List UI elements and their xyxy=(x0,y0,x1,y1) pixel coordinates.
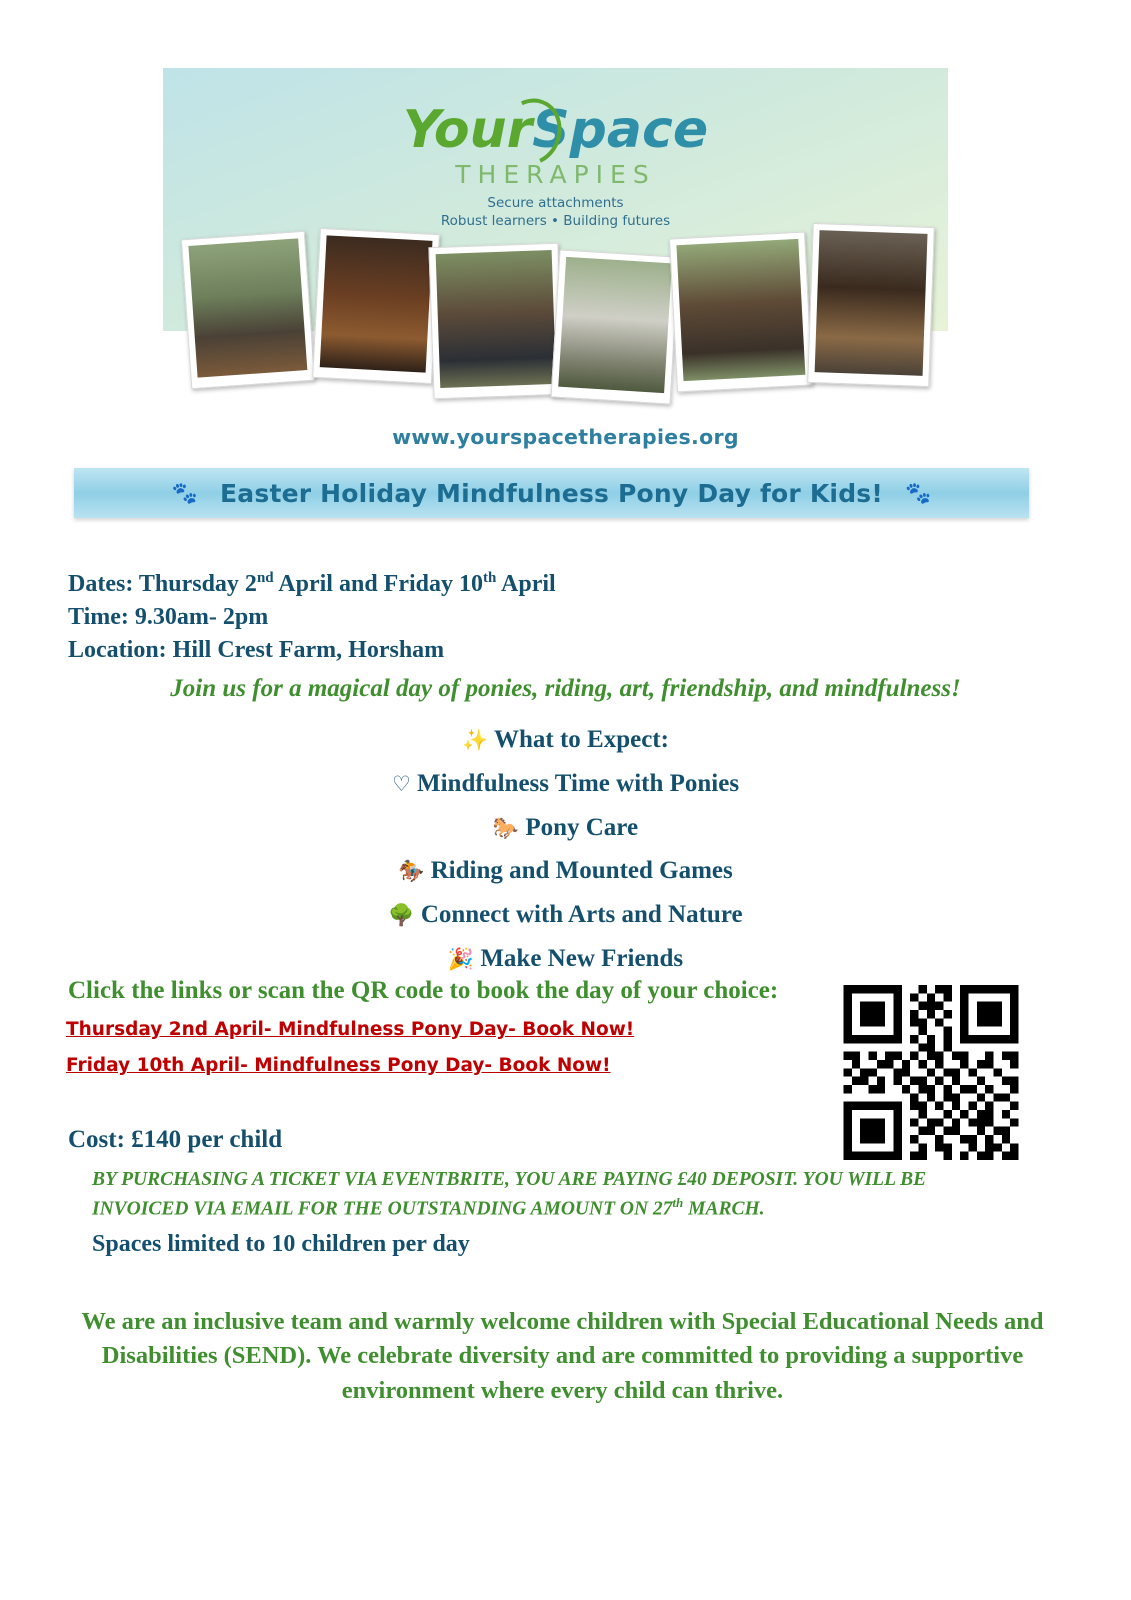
photo-girl-with-bay-pony xyxy=(669,232,813,393)
expect-item-label: Riding and Mounted Games xyxy=(430,857,733,885)
detail-dates xyxy=(68,568,556,601)
detail-time: Time: 9.30am- 2pm xyxy=(68,603,269,630)
booking-heading: Click the links or scan the QR code to book the day of your choice: xyxy=(68,977,779,1004)
spaces-limited-line: Spaces limited to 10 children per day xyxy=(92,1231,470,1257)
photo-pony-in-stable xyxy=(312,228,440,384)
deposit-note-part1: BY PURCHASING A TICKET VIA EVENTBRITE, YOU ARE PAYING £40 DEPOSIT. YOU WILL BE INVOICED VIA EMAIL FOR THE OUTSTANDING AMOUNT ON 27 xyxy=(92,1169,927,1220)
logo-your-text: Your xyxy=(402,100,533,160)
event-tagline: Join us for a magical day of ponies, riding, art, friendship, and mindfulness! xyxy=(170,675,961,702)
event-title-bar xyxy=(74,468,1029,518)
detail-location: Location: Hill Crest Farm, Horsham xyxy=(68,636,445,663)
what-to-expect-heading xyxy=(0,718,1131,762)
website-url[interactable]: www.yourspacetherapies.org xyxy=(392,425,739,449)
logo-therapies-text: THERAPIES xyxy=(455,160,656,189)
detail-dates-value3: April xyxy=(496,571,556,597)
expect-item-pony-care xyxy=(0,806,1131,850)
photo-image xyxy=(558,257,672,393)
detail-dates-sup1: nd xyxy=(256,570,274,586)
logo-tagline-line2: Robust learners • Building futures xyxy=(440,213,671,230)
photo-child-grooming-pony xyxy=(551,249,680,404)
photo-image xyxy=(436,250,557,388)
what-to-expect-list xyxy=(0,718,1131,981)
logo-wordmark xyxy=(402,100,709,160)
deposit-note-sup: th xyxy=(672,1194,684,1210)
detail-dates-sup2: th xyxy=(483,570,497,586)
booking-link-thursday[interactable]: Thursday 2nd April- Mindfulness Pony Day- Book Now! xyxy=(66,1019,635,1040)
photo-image xyxy=(320,235,433,372)
photo-image xyxy=(815,230,928,376)
photo-pony-over-door xyxy=(807,223,935,387)
qr-code-icon[interactable] xyxy=(838,985,1024,1160)
expect-item-friends xyxy=(0,937,1131,981)
sparkles-icon: ✨ xyxy=(462,728,489,752)
what-to-expect-heading-label: What to Expect: xyxy=(493,726,669,753)
tree-icon: 🌳 xyxy=(388,903,415,927)
deposit-note xyxy=(92,1166,1017,1223)
logo xyxy=(163,100,948,230)
expect-item-label: Connect with Arts and Nature xyxy=(420,901,743,928)
cost-line: Cost: £140 per child xyxy=(68,1126,283,1153)
qr-code-image xyxy=(838,985,1024,1160)
paw-print-icon: 🐾 xyxy=(171,480,199,505)
detail-dates-value2: April and Friday 10 xyxy=(273,571,483,597)
photo-child-hugging-pony xyxy=(428,243,563,399)
photo-strip xyxy=(178,225,938,405)
party-popper-icon: 🎉 xyxy=(447,946,475,971)
event-details xyxy=(68,568,556,667)
photo-image xyxy=(676,239,805,381)
expect-item-label: Make New Friends xyxy=(480,944,684,972)
horse-icon: 🐎 xyxy=(492,815,520,840)
horse-racing-icon: 🏇 xyxy=(398,859,425,884)
detail-dates-value1: Thursday 2 xyxy=(138,571,257,597)
logo-tagline-line1: Secure attachments xyxy=(487,195,624,211)
horse-face-heart-icon: ♡ xyxy=(391,771,411,796)
photo-child-leading-pony xyxy=(181,231,315,389)
paw-print-icon: 🐾 xyxy=(904,480,932,505)
page-title: Easter Holiday Mindfulness Pony Day for Kids! xyxy=(220,478,883,508)
expect-item-mindfulness xyxy=(0,762,1131,806)
inclusivity-statement: We are an inclusive team and warmly welcome children with Special Educational Needs and Disabilities (SEND). We celebrate diversity and are committed to providing a supportive environment where every child can thrive. xyxy=(81,1308,1044,1404)
expect-item-label: Mindfulness Time with Ponies xyxy=(417,769,740,797)
expect-item-label: Pony Care xyxy=(525,813,639,841)
deposit-note-part2: MARCH. xyxy=(683,1198,765,1220)
photo-image xyxy=(188,238,307,377)
logo-space-text: Space xyxy=(532,100,709,160)
expect-item-riding xyxy=(0,849,1131,893)
expect-item-arts-nature xyxy=(0,893,1131,937)
detail-dates-label: Dates: xyxy=(68,571,134,597)
booking-link-friday[interactable]: Friday 10th April- Mindfulness Pony Day- Book Now! xyxy=(66,1055,611,1076)
